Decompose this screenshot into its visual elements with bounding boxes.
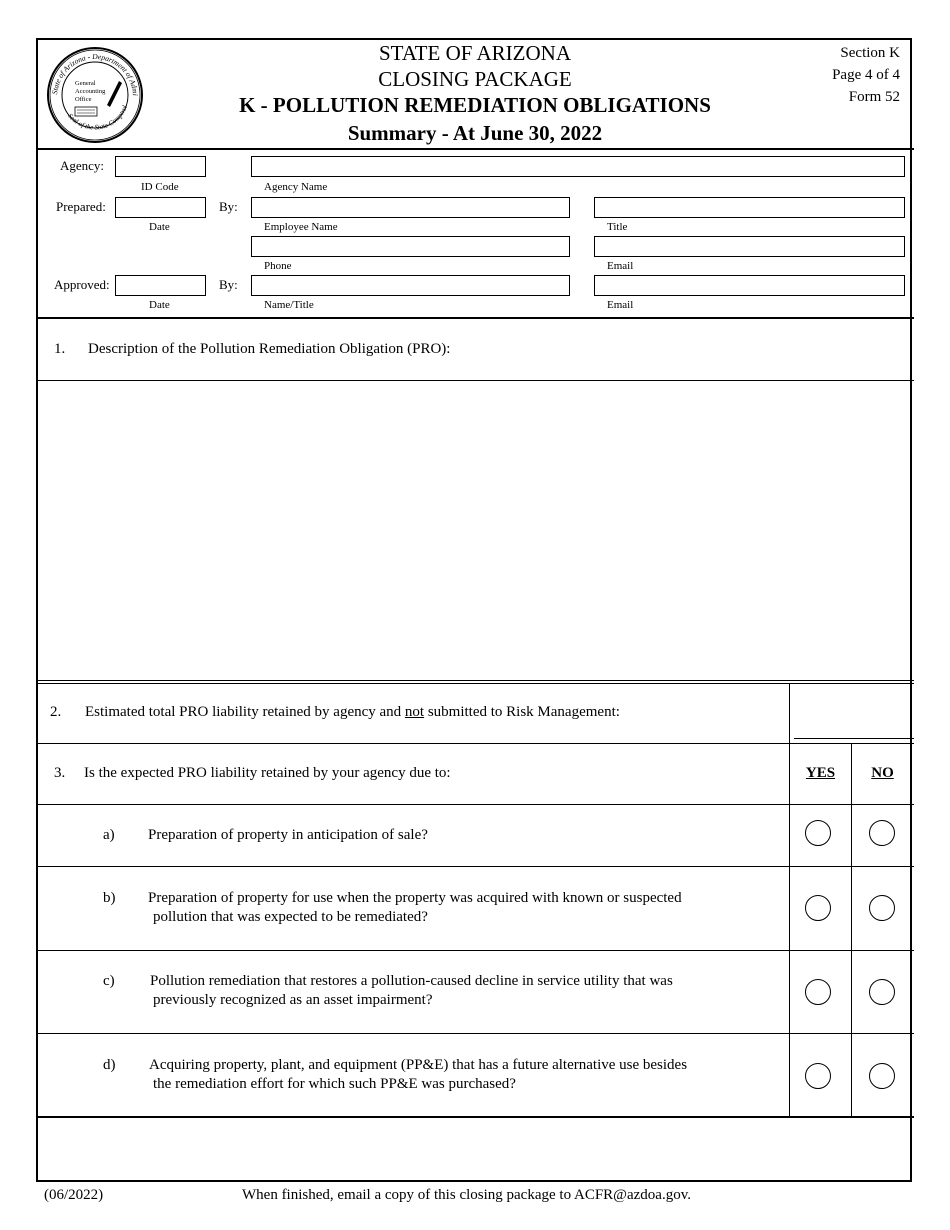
form-title: K - POLLUTION REMEDIATION OBLIGATIONS <box>239 93 711 117</box>
approver-email-input[interactable] <box>594 275 905 296</box>
bottom-divider <box>36 1116 914 1118</box>
approved-date-input[interactable] <box>115 275 206 296</box>
approver-name-title-input[interactable] <box>251 275 570 296</box>
prepared-date-input[interactable] <box>115 197 206 218</box>
title-input[interactable] <box>594 197 905 218</box>
header-divider <box>36 148 914 150</box>
item-b-text: Preparation of property for use when the property was acquired with known or suspected <box>148 890 682 906</box>
agency-divider <box>36 317 914 319</box>
item-a-letter: a) <box>103 827 115 843</box>
item-b-text-cont: pollution that was expected to be remediated? <box>153 909 428 925</box>
item-d-no-radio[interactable] <box>869 1063 895 1089</box>
yes-column-rule <box>789 683 790 1117</box>
section1-text: Description of the Pollution Remediation Obligation (PRO): <box>88 341 451 357</box>
section1-divider <box>36 380 914 381</box>
item-c-text: Pollution remediation that restores a pollution-caused decline in service utility that was <box>150 973 673 989</box>
seal-line-1: General <box>75 80 96 87</box>
section2-top-rule-2 <box>36 683 914 684</box>
section2-text-b: submitted to Risk Management: <box>424 704 620 720</box>
pro-description-area[interactable] <box>38 382 915 682</box>
agency-name-caption: Agency Name <box>264 181 328 193</box>
id-code-caption: ID Code <box>141 181 179 193</box>
item-a-no-radio[interactable] <box>869 820 895 846</box>
item-c-text-cont: previously recognized as an asset impairment? <box>153 992 433 1008</box>
no-header: NO <box>871 765 894 781</box>
seal-ring-text: State of Arizona - Department of Admi <box>50 51 140 97</box>
item-d-divider <box>36 1033 914 1034</box>
item-d-text: Acquiring property, plant, and equipment (PP&E) that has a future alternative use besides <box>149 1057 688 1073</box>
item-b-letter: b) <box>103 890 116 906</box>
section2-underlined-not: not <box>404 704 425 720</box>
employee-name-input[interactable] <box>251 197 570 218</box>
section2-text-a: Estimated total PRO liability retained by agency and <box>85 704 405 720</box>
item-d-letter: d) <box>103 1057 116 1073</box>
item-d-text-cont: the remediation effort for which such PP&E was purchased? <box>153 1076 516 1092</box>
item-c-divider <box>36 950 914 951</box>
section3-divider <box>36 743 914 744</box>
section3-text: Is the expected PRO liability retained by your agency due to: <box>84 765 451 781</box>
item-a-text: Preparation of property in anticipation of sale? <box>148 827 428 843</box>
item-c-yes-radio[interactable] <box>805 979 831 1005</box>
form-summary: Summary - At June 30, 2022 <box>347 121 603 145</box>
email-input[interactable] <box>594 236 905 257</box>
page-label: Page 4 of 4 <box>832 67 900 83</box>
item-c-no-radio[interactable] <box>869 979 895 1005</box>
header-state: STATE OF ARIZONA <box>379 41 571 65</box>
seal-graphic <box>45 45 145 145</box>
yes-header: YES <box>805 765 836 781</box>
estimated-liability-input[interactable] <box>794 712 914 739</box>
prepared-date-caption: Date <box>149 221 170 233</box>
revision-date: (06/2022) <box>44 1187 104 1203</box>
state-seal <box>45 45 145 145</box>
prepared-by-label: By: <box>219 199 238 214</box>
seal-bottom-text: Seal of the State Comptrol <box>66 104 130 132</box>
footer-note: When finished, email a copy of this closing package to ACFR@azdoa.gov. <box>242 1187 691 1203</box>
seal-line-2: Accounting <box>75 88 106 95</box>
agency-id-input[interactable] <box>115 156 206 177</box>
agency-name-input[interactable] <box>251 156 905 177</box>
item-b-no-radio[interactable] <box>869 895 895 921</box>
header-package: CLOSING PACKAGE <box>378 67 572 91</box>
section-label: Section K <box>840 45 900 61</box>
section2-top-rule-1 <box>36 680 914 681</box>
phone-input[interactable] <box>251 236 570 257</box>
approved-label: Approved: <box>54 277 110 292</box>
section3-number: 3. <box>54 765 66 781</box>
section2-text <box>85 703 620 722</box>
item-c-letter: c) <box>103 973 115 989</box>
employee-name-caption: Employee Name <box>264 221 338 233</box>
agency-label: Agency: <box>60 158 105 173</box>
name-title-caption: Name/Title <box>264 299 314 311</box>
phone-caption: Phone <box>264 260 292 272</box>
email-caption: Email <box>607 260 634 272</box>
item-b-yes-radio[interactable] <box>805 895 831 921</box>
approver-email-caption: Email <box>607 299 634 311</box>
title-caption: Title <box>607 221 628 233</box>
item-d-yes-radio[interactable] <box>805 1063 831 1089</box>
item-b-divider <box>36 866 914 867</box>
section2-number: 2. <box>50 704 62 720</box>
no-column-rule <box>851 743 852 1117</box>
approved-by-label: By: <box>219 277 238 292</box>
section1-number: 1. <box>54 341 66 357</box>
approved-date-caption: Date <box>149 299 170 311</box>
item-a-divider <box>36 804 914 805</box>
prepared-label: Prepared: <box>56 199 106 214</box>
seal-line-3: Office <box>75 96 92 103</box>
form-number: Form 52 <box>848 89 900 105</box>
item-a-yes-radio[interactable] <box>805 820 831 846</box>
